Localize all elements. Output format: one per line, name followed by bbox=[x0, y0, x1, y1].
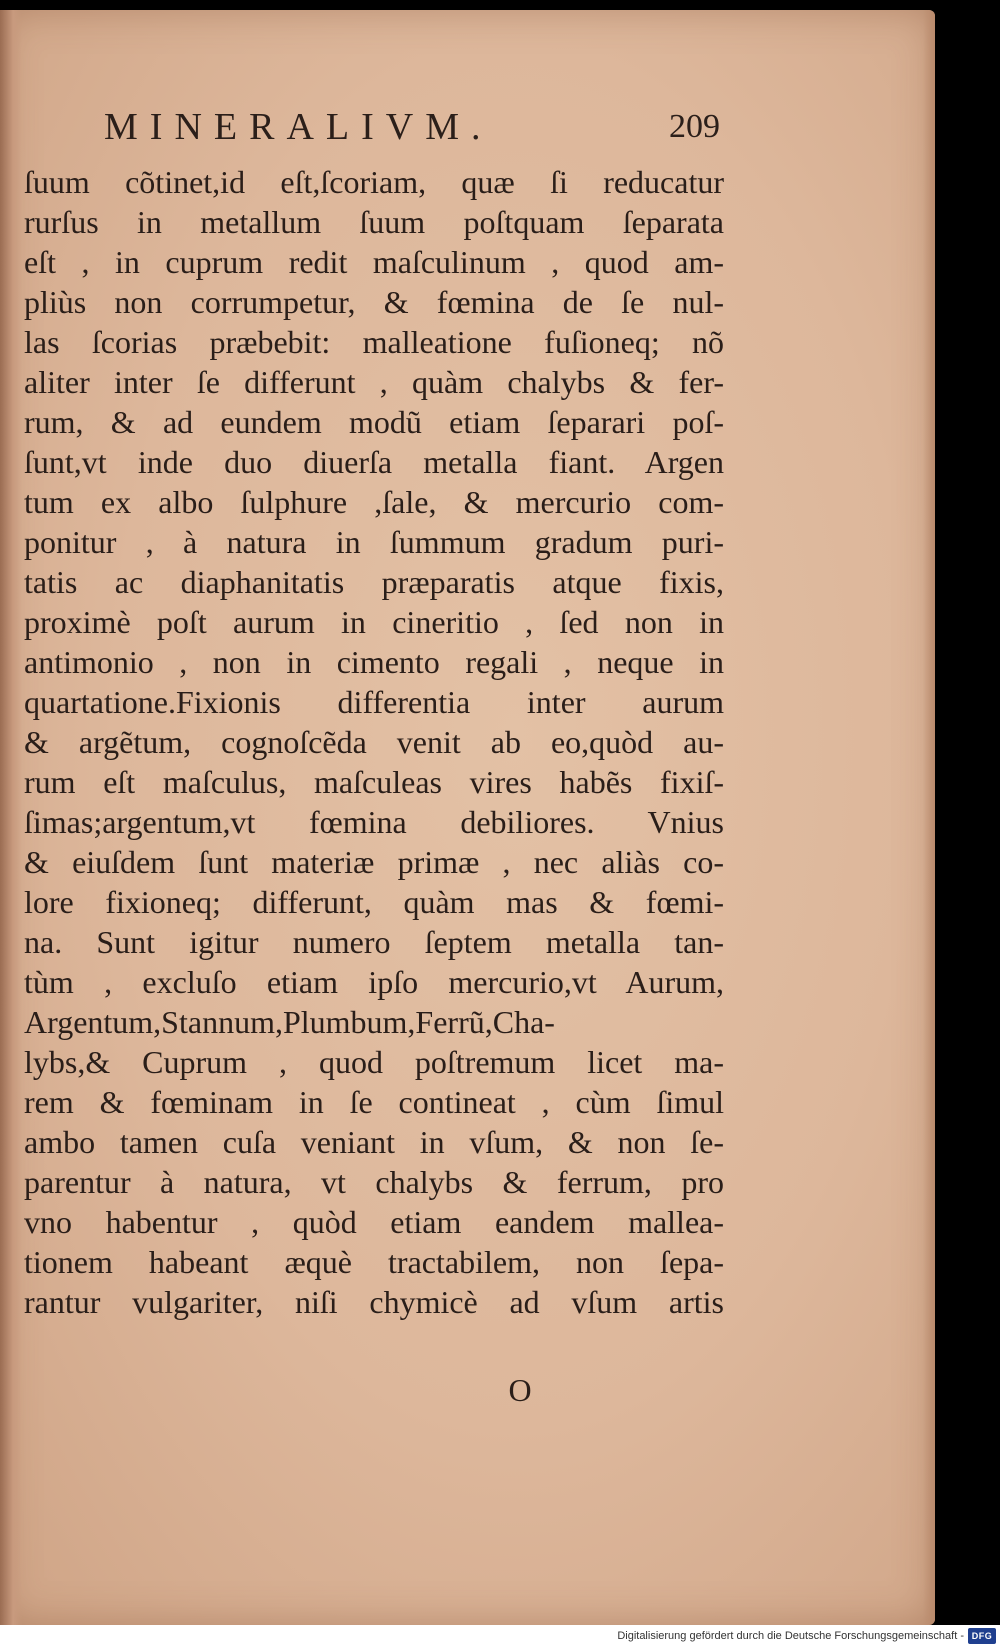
text-line: antimonio , non in cimento regali , neque in bbox=[24, 644, 724, 680]
text-line: tionem habeant æquè tractabilem, non ſepa- bbox=[24, 1244, 724, 1280]
text-line: eſt , in cuprum redit maſculinum , quod am- bbox=[24, 244, 724, 280]
text-line: lore fixioneq; differunt, quàm mas & fœmi- bbox=[24, 884, 724, 920]
text-line: tùm , excluſo etiam ipſo mercurio,vt Aurum, bbox=[24, 964, 724, 1000]
text-line: ponitur , à natura in ſummum gradum puri- bbox=[24, 524, 724, 560]
text-line: & argẽtum, cognoſcẽda venit ab eo,quòd au- bbox=[24, 724, 724, 760]
text-line: tatis ac diaphanitatis præparatis atque fixis, bbox=[24, 564, 724, 600]
body-text bbox=[24, 162, 724, 1322]
text-line: rum, & ad eundem modũ etiam ſeparari poſ- bbox=[24, 404, 724, 440]
signature-mark: O bbox=[508, 1372, 532, 1408]
text-line: rantur vulgariter, niſi chymicè ad vſum artis bbox=[24, 1284, 724, 1320]
text-line: parentur à natura, vt chalybs & ferrum, pro bbox=[24, 1164, 724, 1200]
running-head bbox=[100, 102, 720, 152]
running-head-title: MINERALIVM. bbox=[104, 106, 493, 148]
text-line: pliùs non corrumpetur, & fœmina de ſe nul- bbox=[24, 284, 724, 320]
text-line: rurſus in metallum ſuum poſtquam ſeparata bbox=[24, 204, 724, 240]
text-line: quartatione.Fixionis differentia inter aurum bbox=[24, 684, 724, 720]
text-line: rum eſt maſculus, maſculeas vires habẽs fixiſ- bbox=[24, 764, 724, 800]
text-line: aliter inter ſe differunt , quàm chalybs & fer- bbox=[24, 364, 724, 400]
book-page bbox=[0, 10, 935, 1625]
text-line: vno habentur , quòd etiam eandem mallea- bbox=[24, 1204, 724, 1240]
text-line: na. Sunt igitur numero ſeptem metalla tan- bbox=[24, 924, 724, 960]
text-line: proximè poſt aurum in cineritio , ſed non in bbox=[24, 604, 724, 640]
text-line: las ſcorias præbebit: malleatione fuſioneq; nõ bbox=[24, 324, 724, 360]
text-line: rem & fœminam in ſe contineat , cùm ſimul bbox=[24, 1084, 724, 1120]
dfg-logo-icon bbox=[968, 1628, 996, 1644]
text-line: & eiuſdem ſunt materiæ primæ , nec aliàs co- bbox=[24, 844, 724, 880]
text-line: ſimas;argentum,vt fœmina debiliores. Vnius bbox=[24, 804, 724, 840]
dfg-logo-text: DFG bbox=[971, 1631, 993, 1641]
text-line: ambo tamen cuſa veniant in vſum, & non ſe- bbox=[24, 1124, 724, 1160]
text-line: ſunt,vt inde duo diuerſa metalla fiant. Argen bbox=[24, 444, 724, 480]
digitization-credit: Digitalisierung gefördert durch die Deutsche Forschungsgemeinschaft - bbox=[617, 1630, 964, 1642]
text-line: ſuum cõtinet,id eſt,ſcoriam, quæ ſi reducatur bbox=[24, 164, 724, 200]
page-number: 209 bbox=[669, 108, 720, 145]
text-line: tum ex albo ſulphure ,ſale, & mercurio com- bbox=[24, 484, 724, 520]
text-line: Argentum,Stannum,Plumbum,Ferrũ,Cha- bbox=[24, 1004, 555, 1040]
footer-bar bbox=[0, 1625, 1000, 1647]
text-line: lybs,& Cuprum , quod poſtremum licet ma- bbox=[24, 1044, 724, 1080]
